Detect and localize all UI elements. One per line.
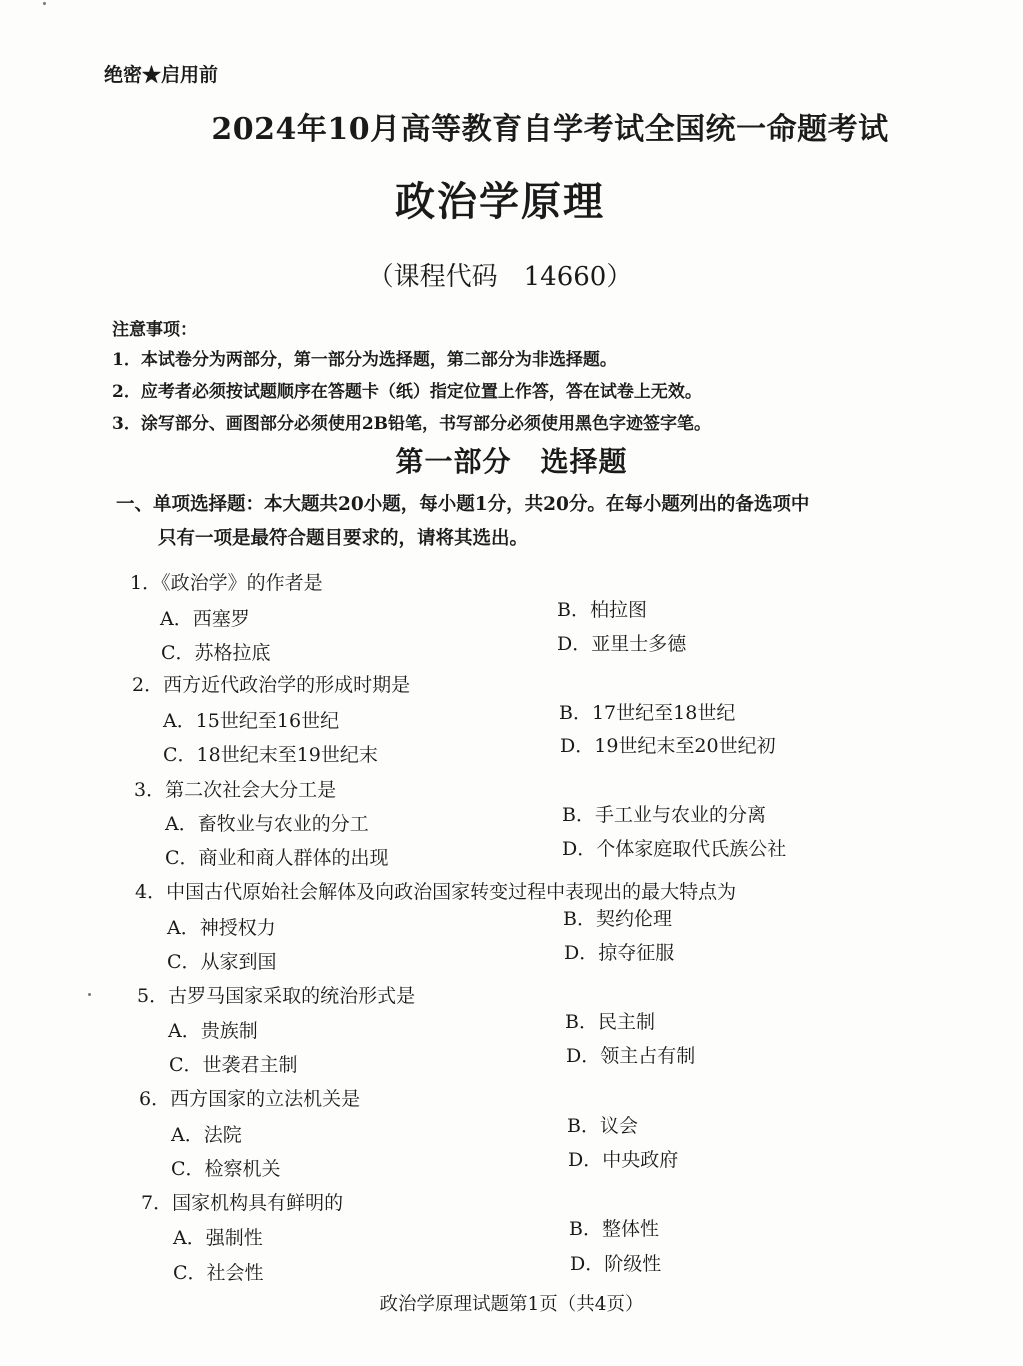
question-2-option-c: C．18世纪末至19世纪末 [163,744,378,766]
notice-heading: 注意事项： [112,320,197,340]
question-7-option-c: C．社会性 [173,1262,264,1284]
question-4-option-a: A．神授权力 [167,917,276,939]
course-code: （课程代码 14660） [367,262,633,292]
question-1-option-c: C．苏格拉底 [161,642,271,664]
scan-speck [43,2,46,5]
question-2-option-a: A．15世纪至16世纪 [163,710,340,732]
question-1-option-a: A．西塞罗 [160,608,250,630]
question-7-stem: 7．国家机构具有鲜明的 [141,1192,344,1214]
notice-item-1: 1．本试卷分为两部分，第一部分为选择题，第二部分为非选择题。 [112,350,617,370]
page-footer: 政治学原理试题第1页（共4页） [379,1294,644,1315]
question-5-option-c: C．世袭君主制 [169,1054,298,1076]
question-4-option-c: C．从家到国 [167,951,277,973]
question-3-option-d: D．个体家庭取代氏族公社 [562,838,787,860]
question-6-option-b: B．议会 [567,1115,638,1137]
question-6-stem: 6．西方国家的立法机关是 [139,1088,361,1110]
question-3-option-a: A．畜牧业与农业的分工 [165,813,369,835]
question-3-option-b: B．手工业与农业的分离 [562,804,766,826]
section-line-2: 只有一项是最符合题目要求的，请将其选出。 [158,528,529,549]
notice-item-2: 2．应考者必须按试题顺序在答题卡（纸）指定位置上作答，答在试卷上无效。 [112,382,702,402]
question-5-option-a: A．贵族制 [168,1020,258,1042]
section-line-1: 一、单项选择题：本大题共20小题，每小题1分，共20分。在每小题列出的备选项中 [116,494,810,515]
secret-mark: 绝密★启用前 [104,64,219,86]
question-2-option-b: B．17世纪至18世纪 [559,702,736,724]
question-1-option-b: B．柏拉图 [557,599,647,621]
notice-item-3: 3．涂写部分、画图部分必须使用2B铅笔，书写部分必须使用黑色字迹签字笔。 [112,414,712,434]
question-2-option-d: D．19世纪末至20世纪初 [560,735,776,757]
question-7-option-a: A．强制性 [173,1227,263,1249]
question-1-option-d: D．亚里士多德 [557,633,687,655]
question-6-option-c: C．检察机关 [171,1158,281,1180]
exam-title: 2024年10月高等教育自学考试全国统一命题考试 [211,112,889,147]
scan-speck [88,993,91,996]
question-5-option-b: B．民主制 [565,1011,655,1033]
question-4-option-b: B．契约伦理 [563,908,672,930]
section-instructions [116,488,916,556]
question-6-option-a: A．法院 [171,1124,242,1146]
question-3-stem: 3．第二次社会大分工是 [134,779,337,801]
question-5-option-d: D．领主占有制 [566,1045,696,1067]
part-one-title: 第一部分 选择题 [395,445,628,478]
question-7-option-b: B．整体性 [569,1218,659,1240]
question-4-stem: 4．中国古代原始社会解体及向政治国家转变过程中表现出的最大特点为 [135,881,737,903]
subject-title: 政治学原理 [395,178,605,225]
question-5-stem: 5．古罗马国家采取的统治形式是 [137,985,416,1007]
question-7-option-d: D．阶级性 [570,1253,662,1275]
question-4-option-d: D．掠夺征服 [564,942,675,964]
question-3-option-c: C．商业和商人群体的出现 [165,847,389,869]
question-6-option-d: D．中央政府 [568,1149,679,1171]
question-2-stem: 2．西方近代政治学的形成时期是 [132,674,411,696]
question-1-stem: 1．《政治学》的作者是 [130,572,323,594]
